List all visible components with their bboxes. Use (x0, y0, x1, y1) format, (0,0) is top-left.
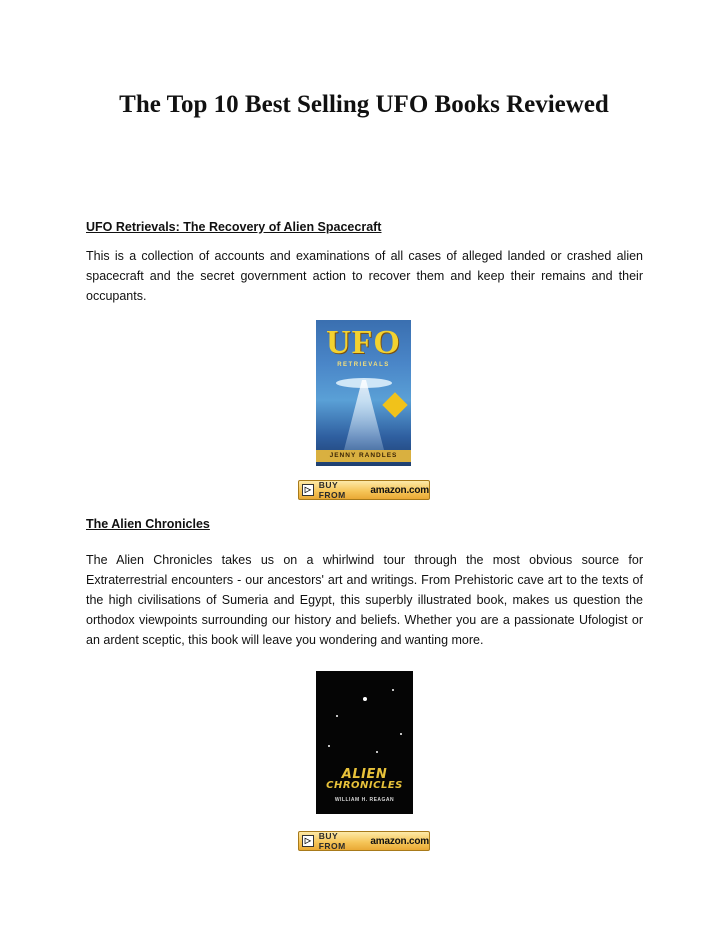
book-heading-ufo-retrievals: UFO Retrievals: The Recovery of Alien Spacecraft (86, 220, 382, 234)
star-graphic (336, 715, 338, 717)
light-beam-graphic (344, 380, 384, 450)
book-cover-alien-chronicles (316, 671, 413, 814)
amazon-logo: amazon.com (370, 835, 429, 847)
arrow-icon: ▷ (302, 835, 314, 847)
cover-subtitle: RETRIEVALS (337, 362, 390, 368)
book-cover-ufo-retrievals (316, 320, 411, 466)
book-heading-alien-chronicles: The Alien Chronicles (86, 517, 210, 531)
cover-title-line-2: CHRONICLES (326, 780, 403, 791)
cover-title-line-1: ALIEN (341, 767, 388, 782)
buy-label: BUY FROM (318, 831, 346, 851)
star-graphic (363, 697, 367, 701)
buy-from-amazon-button[interactable] (298, 480, 430, 500)
cover-author: WILLIAM H. REAGAN (334, 797, 395, 803)
star-graphic (328, 745, 330, 747)
buy-label: BUY FROM (318, 480, 346, 500)
book-description-ufo-retrievals: This is a collection of accounts and examinations of all cases of alleged landed or crashed alien spacecraft and the secret government action to recover them and keep their remains and their occupants. (86, 249, 643, 303)
amazon-logo: amazon.com (370, 484, 429, 496)
arrow-icon: ▷ (302, 484, 314, 496)
buy-from-amazon-button[interactable] (298, 831, 430, 851)
star-graphic (400, 733, 402, 735)
star-graphic (376, 751, 378, 753)
document-title: The Top 10 Best Selling UFO Books Reviewed (119, 91, 609, 118)
cover-author: JENNY RANDLES (316, 450, 411, 462)
book-description-alien-chronicles: The Alien Chronicles takes us on a whirlwind tour through the most obvious source for Extraterrestrial encounters - our ancestors' art and writings. From Prehistoric cave art to the texts of the high civilisations of Sumeria and Egypt, this superbly illustrated book, makes us question the orthodox viewpoints surrounding our history and beliefs. Whether you are a passionate Ufologist or an ardent sceptic, this book will leave you wondering and wanting more. (86, 553, 643, 647)
cover-badge (382, 392, 407, 417)
cover-title: UFO (326, 324, 401, 361)
star-graphic (392, 689, 394, 691)
